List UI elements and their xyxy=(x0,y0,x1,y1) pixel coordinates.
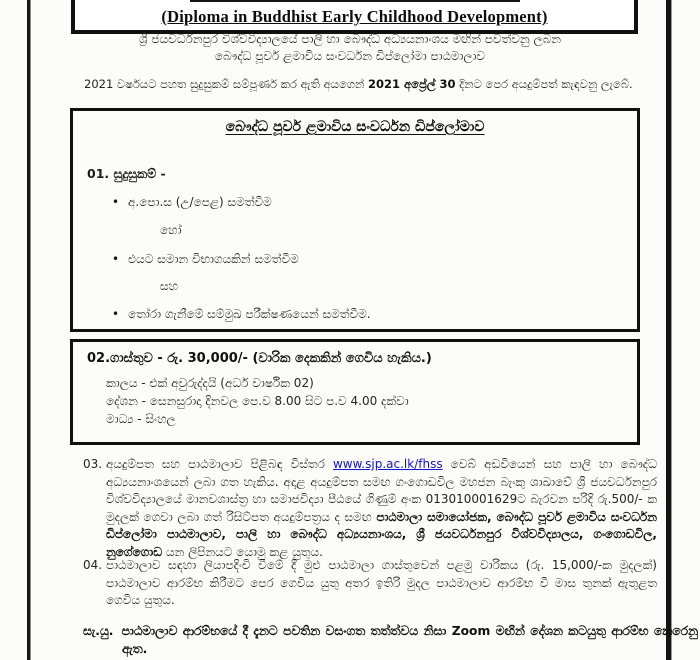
intro-post: දිනට පෙර අයදුම්පත් කැඳවනු ලැබේ. xyxy=(455,77,633,91)
item-03-part3: යන ලිපිනයට යොමු කළ යුතුය. xyxy=(162,544,323,559)
english-title: (Diploma in Buddhist Early Childhood Development) xyxy=(161,7,548,26)
fee-box xyxy=(70,339,640,445)
page-border-left xyxy=(27,0,31,660)
page-border-right xyxy=(666,0,672,660)
qualifications-heading: බෞද්ධ පූර්ව ළමාවිය සංවර්ධන ඩිප්ලෝමාව xyxy=(225,119,485,135)
intro-paragraph xyxy=(84,77,664,92)
intro-pre: 2021 වර්ෂයට පහත සුදුසුකම් සම්පූර්ණ කර ඇති අයගෙන් xyxy=(84,77,369,91)
fee-medium: මාධ්‍ය - සිංහල xyxy=(106,412,176,426)
bullet-icon: • xyxy=(112,195,120,209)
fee-lecture-times: දේශන - සෙනසුරාදා දිනවල පෙ.ව 8.00 සිට ප.ව 4.00 දක්වා xyxy=(106,394,409,408)
bullet-icon: • xyxy=(112,252,120,266)
note-text: පාඨමාලාව ආරම්භයේ දී දැනට පවතින වසංගත තත්ත්වය නිසා Zoom මඟින් දේශන කටයුතු ආරම්භ කෙරෙනු ඇත. xyxy=(121,624,698,656)
note xyxy=(83,622,698,658)
note-label: සැ.යු. xyxy=(83,624,114,638)
item-03-part2: වෙබ් අඩවියෙන් සහ පාලි හා බෞද්ධ අධ්‍යයනාංශයෙන් ලබා ගත හැකිය. අදාළ අයදුම්පත සමඟ ගංගොඩවිල මහජන බැංකු ශාඛාවේ ශ්‍රී ජයවර්ධනපුර විශ්වවිද්‍යාලයේ මානවශාස්ත්‍ර හා සමාජවිද්‍යා පීඨයේ ගිණුම් අංක 013010001629ට බැරවන පරිදි රු.500/- ක මුදලක් ගෙවා ලබා ගත් රිසිට්පත අයදුම්පත්‍රය ද සමඟ xyxy=(106,457,657,524)
item-04-text: පාඨමාලාව සඳහා ලියාපදිංචි වීමේ දී මුළු පාඨමාලා ගාස්තුවෙන් පළමු වාරිකය (රු. 15,000/-ක මුදලක්) පාඨමාලාව ආරම්භ කිරීමට පෙර ගෙවිය යුතු අතර ඉතිරි මුදල පාඨමාලාව ආරම්භ වී මාස තුනක් ඇතුළත ගෙවිය යුතුය. xyxy=(106,558,657,608)
qualifications-section-label: 01. සුදුසුකම් - xyxy=(87,166,166,181)
subtitle xyxy=(30,31,670,64)
intro-deadline: 2021 අප්‍රේල් 30 xyxy=(368,77,456,91)
subtitle-line-1: ශ්‍රී ජයවර්ධනපුර විශ්වවිද්‍යාලයේ පාලි හා බෞද්ධ අධ්‍යයනාංශය මඟින් පවත්වනු ලබන xyxy=(139,32,561,46)
qualifications-box xyxy=(70,108,640,332)
qualification-item-3: තෝරා ගැනීමේ සම්මුඛ පරීක්ෂණයෙන් සමත්වීම. xyxy=(128,307,371,321)
fee-duration: කාලය - එක් අවුරුද්දයි (අර්ධ වාර්ෂික 02) xyxy=(106,376,314,390)
subtitle-line-2: බෞද්ධ පූර්ව ළමාවිය සංවර්ධන ඩිප්ලෝමා පාඨමාලාව xyxy=(214,48,486,63)
qualification-connector-or: හෝ xyxy=(160,223,182,237)
website-link[interactable]: www.sjp.ac.lk/fhss xyxy=(332,457,443,471)
fee-heading: 02.ගාස්තුව - රු. 30,000/- (වාරික දෙකකින් ගෙවිය හැකිය.) xyxy=(87,351,432,366)
item-03 xyxy=(83,456,657,562)
item-03-address: පාඨමාලා සමායෝජක, බෞද්ධ පූර්ව ළමාවිය සංවර්ධන ඩිප්ලෝමා පාඨමාලාව, පාලි හා බෞද්ධ අධ්‍යයනාංශය, ශ්‍රී ජයවර්ධනපුර විශ්වවිද්‍යාලය, ගංගොඩවිල, නුගේගොඩ xyxy=(106,509,658,559)
item-03-text xyxy=(106,456,657,562)
item-03-part1: අයදුම්පත සහ පාඨමාලාව පිළිබඳ විස්තර xyxy=(106,457,333,471)
qualification-item-1: අ.පො.ස (උ/පෙළ) සමත්වීම xyxy=(128,195,272,209)
item-04-number: 04. xyxy=(83,558,103,572)
qualification-connector-and: සහ xyxy=(160,279,179,293)
bullet-icon: • xyxy=(112,307,120,321)
item-03-number: 03. xyxy=(83,457,103,471)
cutoff-sinhala-title-underline xyxy=(190,0,520,2)
qualification-item-2: එයට සමාන විභාගයකින් සමත්වීම xyxy=(128,252,299,266)
title-box xyxy=(71,0,638,34)
item-04 xyxy=(83,557,657,610)
